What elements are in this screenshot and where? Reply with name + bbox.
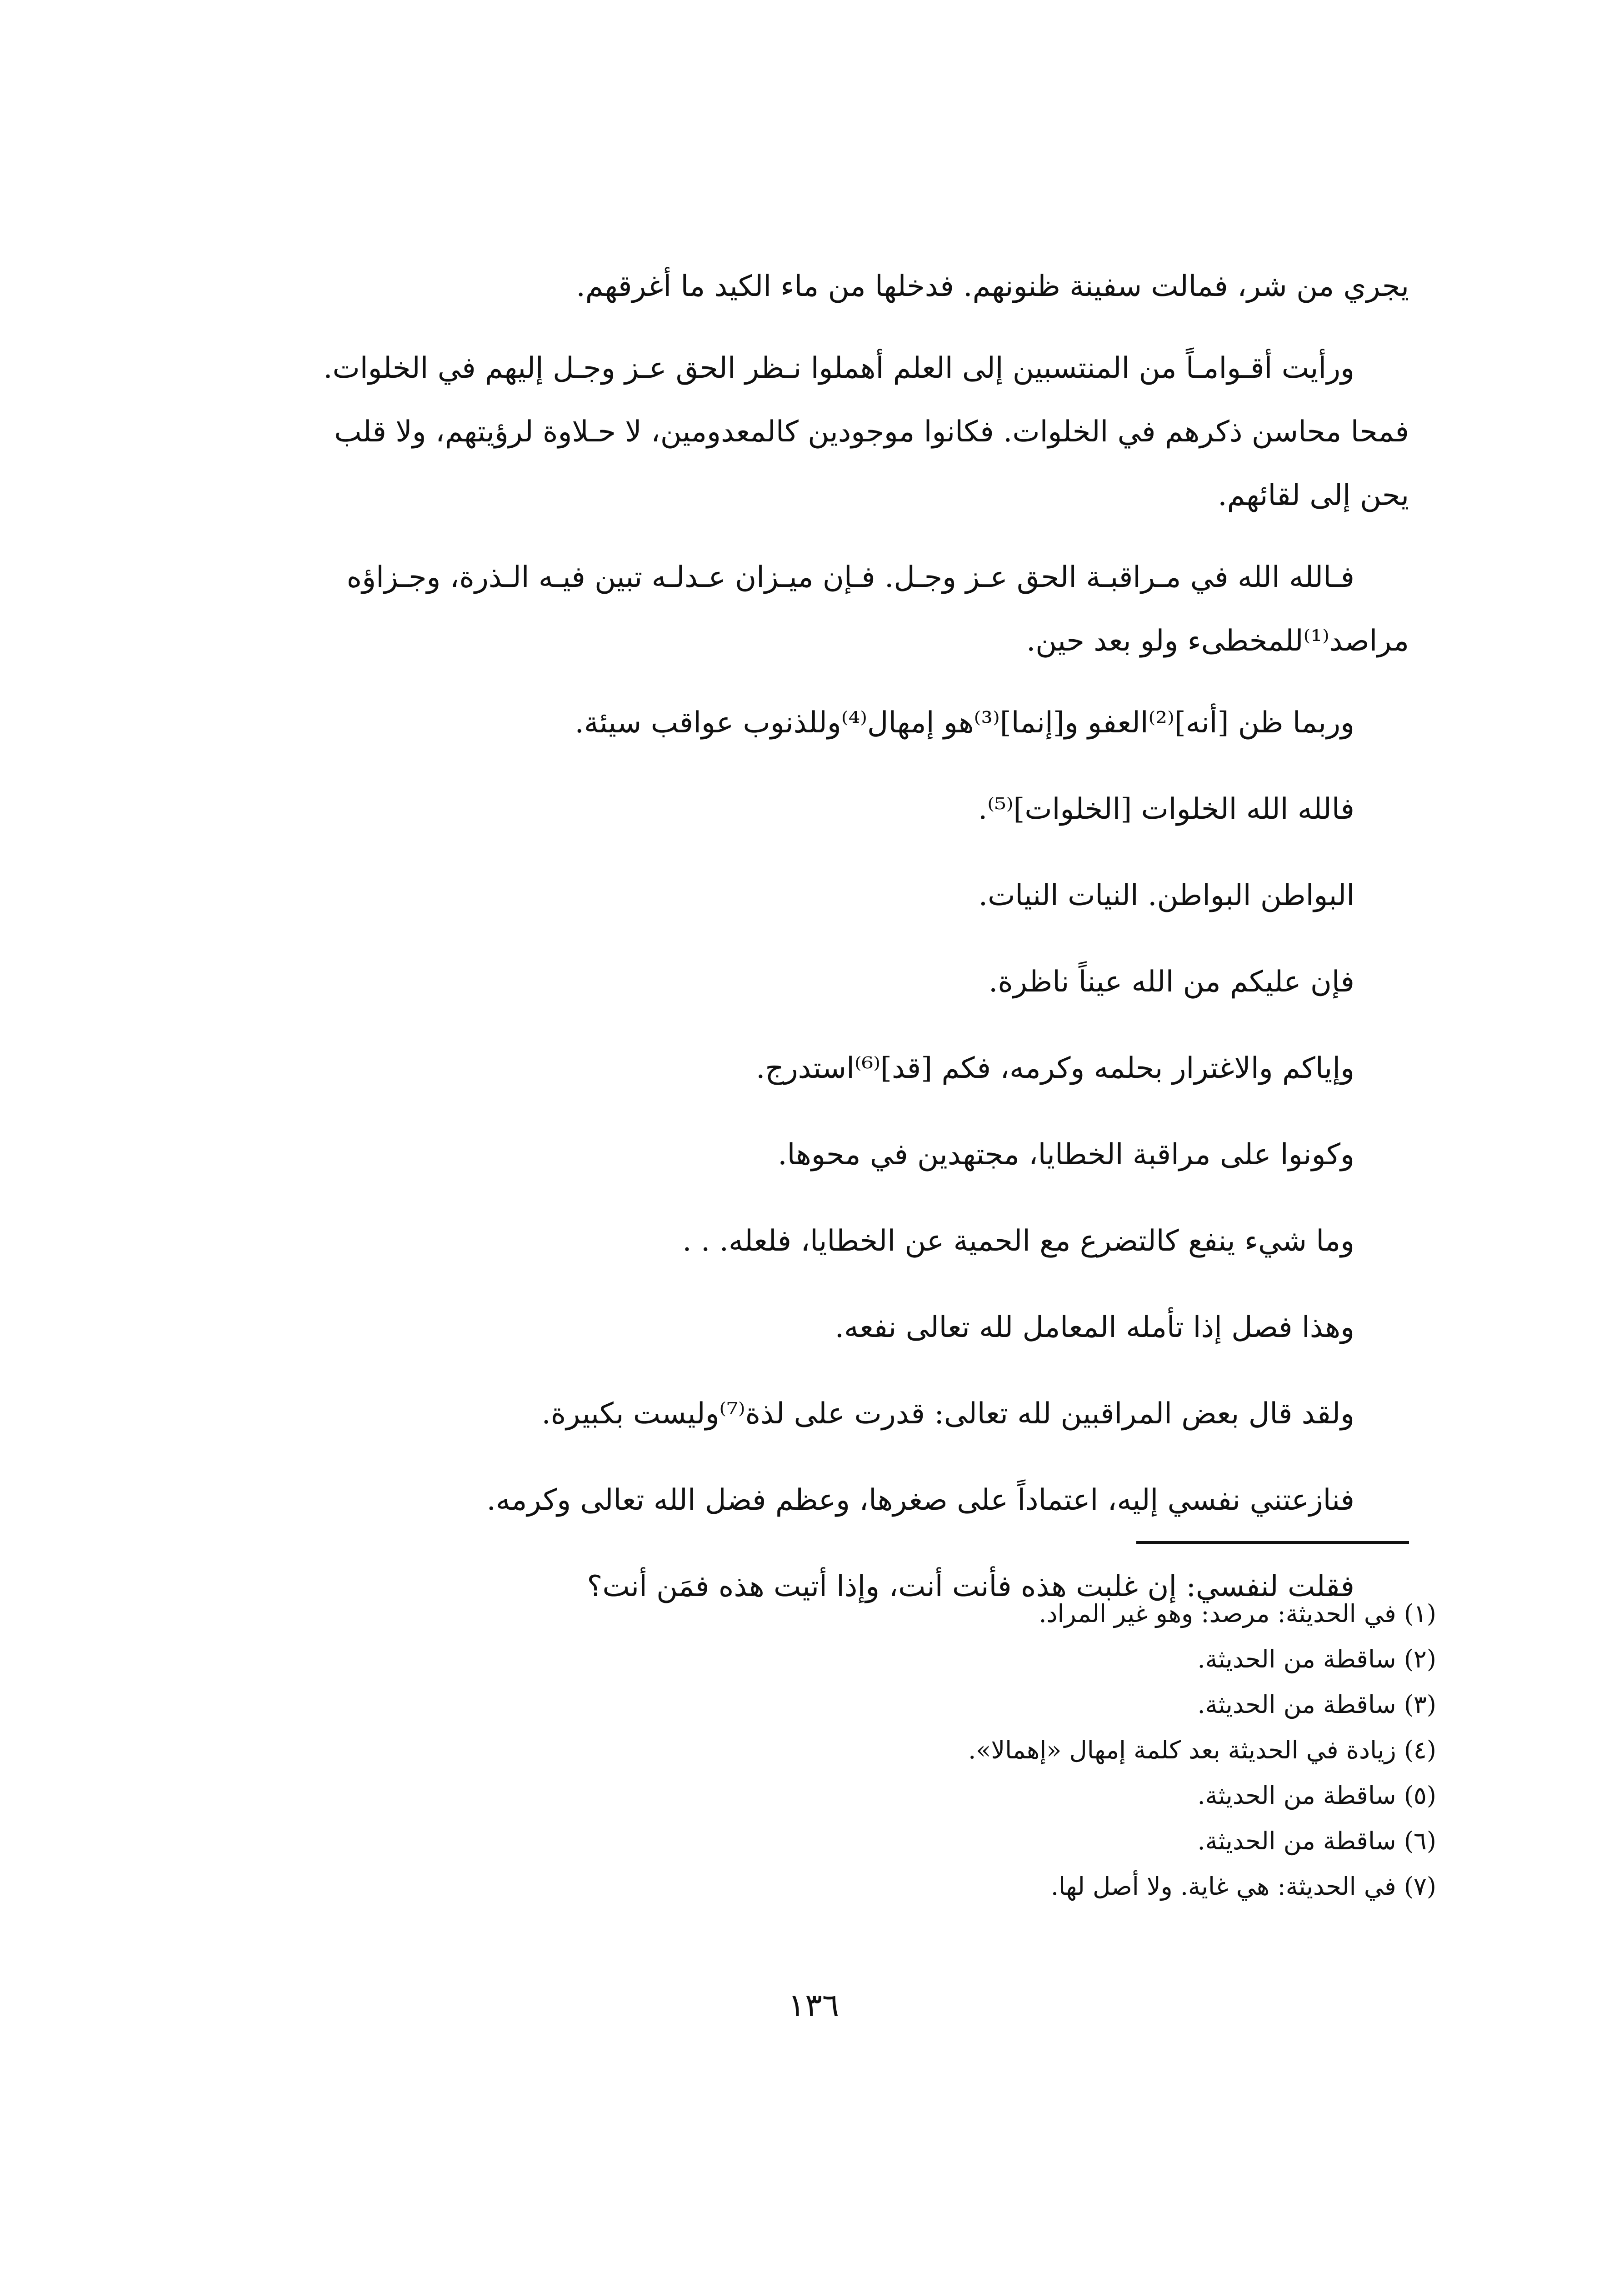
footnote: (٤) زيادة في الحديثة بعد كلمة إمهال «إهمالا». <box>968 1736 1436 1764</box>
text-line: وما شيء ينفع كالتضرع مع الحمية عن الخطايا، فلعله. . . <box>682 1224 1354 1258</box>
footnote: (٥) ساقطة من الحديثة. <box>1197 1781 1436 1810</box>
footnotes <box>818 1591 1436 1909</box>
page-number: ١٣٦ <box>788 1987 839 2024</box>
text-line: فـالله الله في مـراقبـة الحق عـز وجـل. فـإن ميـزان عـدلـه تبين فيـه الـذرة، وجـزاؤه <box>346 561 1354 594</box>
paragraph-2 <box>164 336 1409 527</box>
footnote: (٢) ساقطة من الحديثة. <box>1197 1645 1436 1673</box>
text-line: فإن عليكم من الله عيناً ناظرة. <box>989 965 1354 999</box>
footnote: (٧) في الحديثة: هي غاية. ولا أصل لها. <box>1050 1872 1436 1901</box>
text-line: ولقد قال بعض المراقبين لله تعالى: قدرت على لذة⁽⁷⁾وليست بكبيرة. <box>541 1397 1354 1431</box>
text-line: البواطن البواطن. النيات النيات. <box>978 879 1354 912</box>
text-line: وإياكم والاغترار بحلمه وكرمه، فكم [قد]⁽⁶⁾استدرج. <box>756 1051 1354 1085</box>
text-line: مراصد⁽¹⁾للمخطىء ولو بعد حين. <box>1026 624 1409 658</box>
short-paragraphs <box>164 691 1409 1618</box>
footnote: (٦) ساقطة من الحديثة. <box>1197 1827 1436 1855</box>
footnote: (٣) ساقطة من الحديثة. <box>1197 1690 1436 1719</box>
paragraph-3 <box>164 546 1409 673</box>
text-line: يحن إلى لقائهم. <box>1218 479 1409 512</box>
paragraph-1 <box>164 255 1409 318</box>
text-line: وربما ظن [أنه]⁽²⁾العفو و[إنما]⁽³⁾هو إمهال⁽⁴⁾وللذنوب عواقب سيئة. <box>575 706 1354 740</box>
text-line: ورأيت أقـوامـاً من المنتسبين إلى العلم أهملوا نـظر الحق عـز وجـل إليهم في الخلوات. <box>323 351 1354 385</box>
text-line: يجري من شر، فمالت سفينة ظنونهم. فدخلها من ماء الكيد ما أغرقهم. <box>576 270 1409 303</box>
text-line: فنازعتني نفسي إليه، اعتماداً على صغرها، وعظم فضل الله تعالى وكرمه. <box>486 1483 1354 1517</box>
text-line: وهذا فصل إذا تأمله المعامل لله تعالى نفعه. <box>834 1311 1354 1344</box>
text-line: فالله الله الخلوات [الخلوات]⁽⁵⁾. <box>978 792 1354 826</box>
text-line: فمحا محاسن ذكرهم في الخلوات. فكانوا موجودين كالمعدومين، لا حـلاوة لرؤيتهم، ولا قلب <box>334 415 1409 449</box>
main-text <box>164 255 1409 1641</box>
footnote-separator <box>1136 1541 1409 1544</box>
footnote: (١) في الحديثة: مرصد: وهو غير المراد. <box>1039 1599 1436 1628</box>
text-line: وكونوا على مراقبة الخطايا، مجتهدين في محوها. <box>778 1138 1354 1172</box>
text-line: فقلت لنفسي: إن غلبت هذه فأنت أنت، وإذا أتيت هذه فمَن أنت؟ <box>587 1570 1354 1603</box>
